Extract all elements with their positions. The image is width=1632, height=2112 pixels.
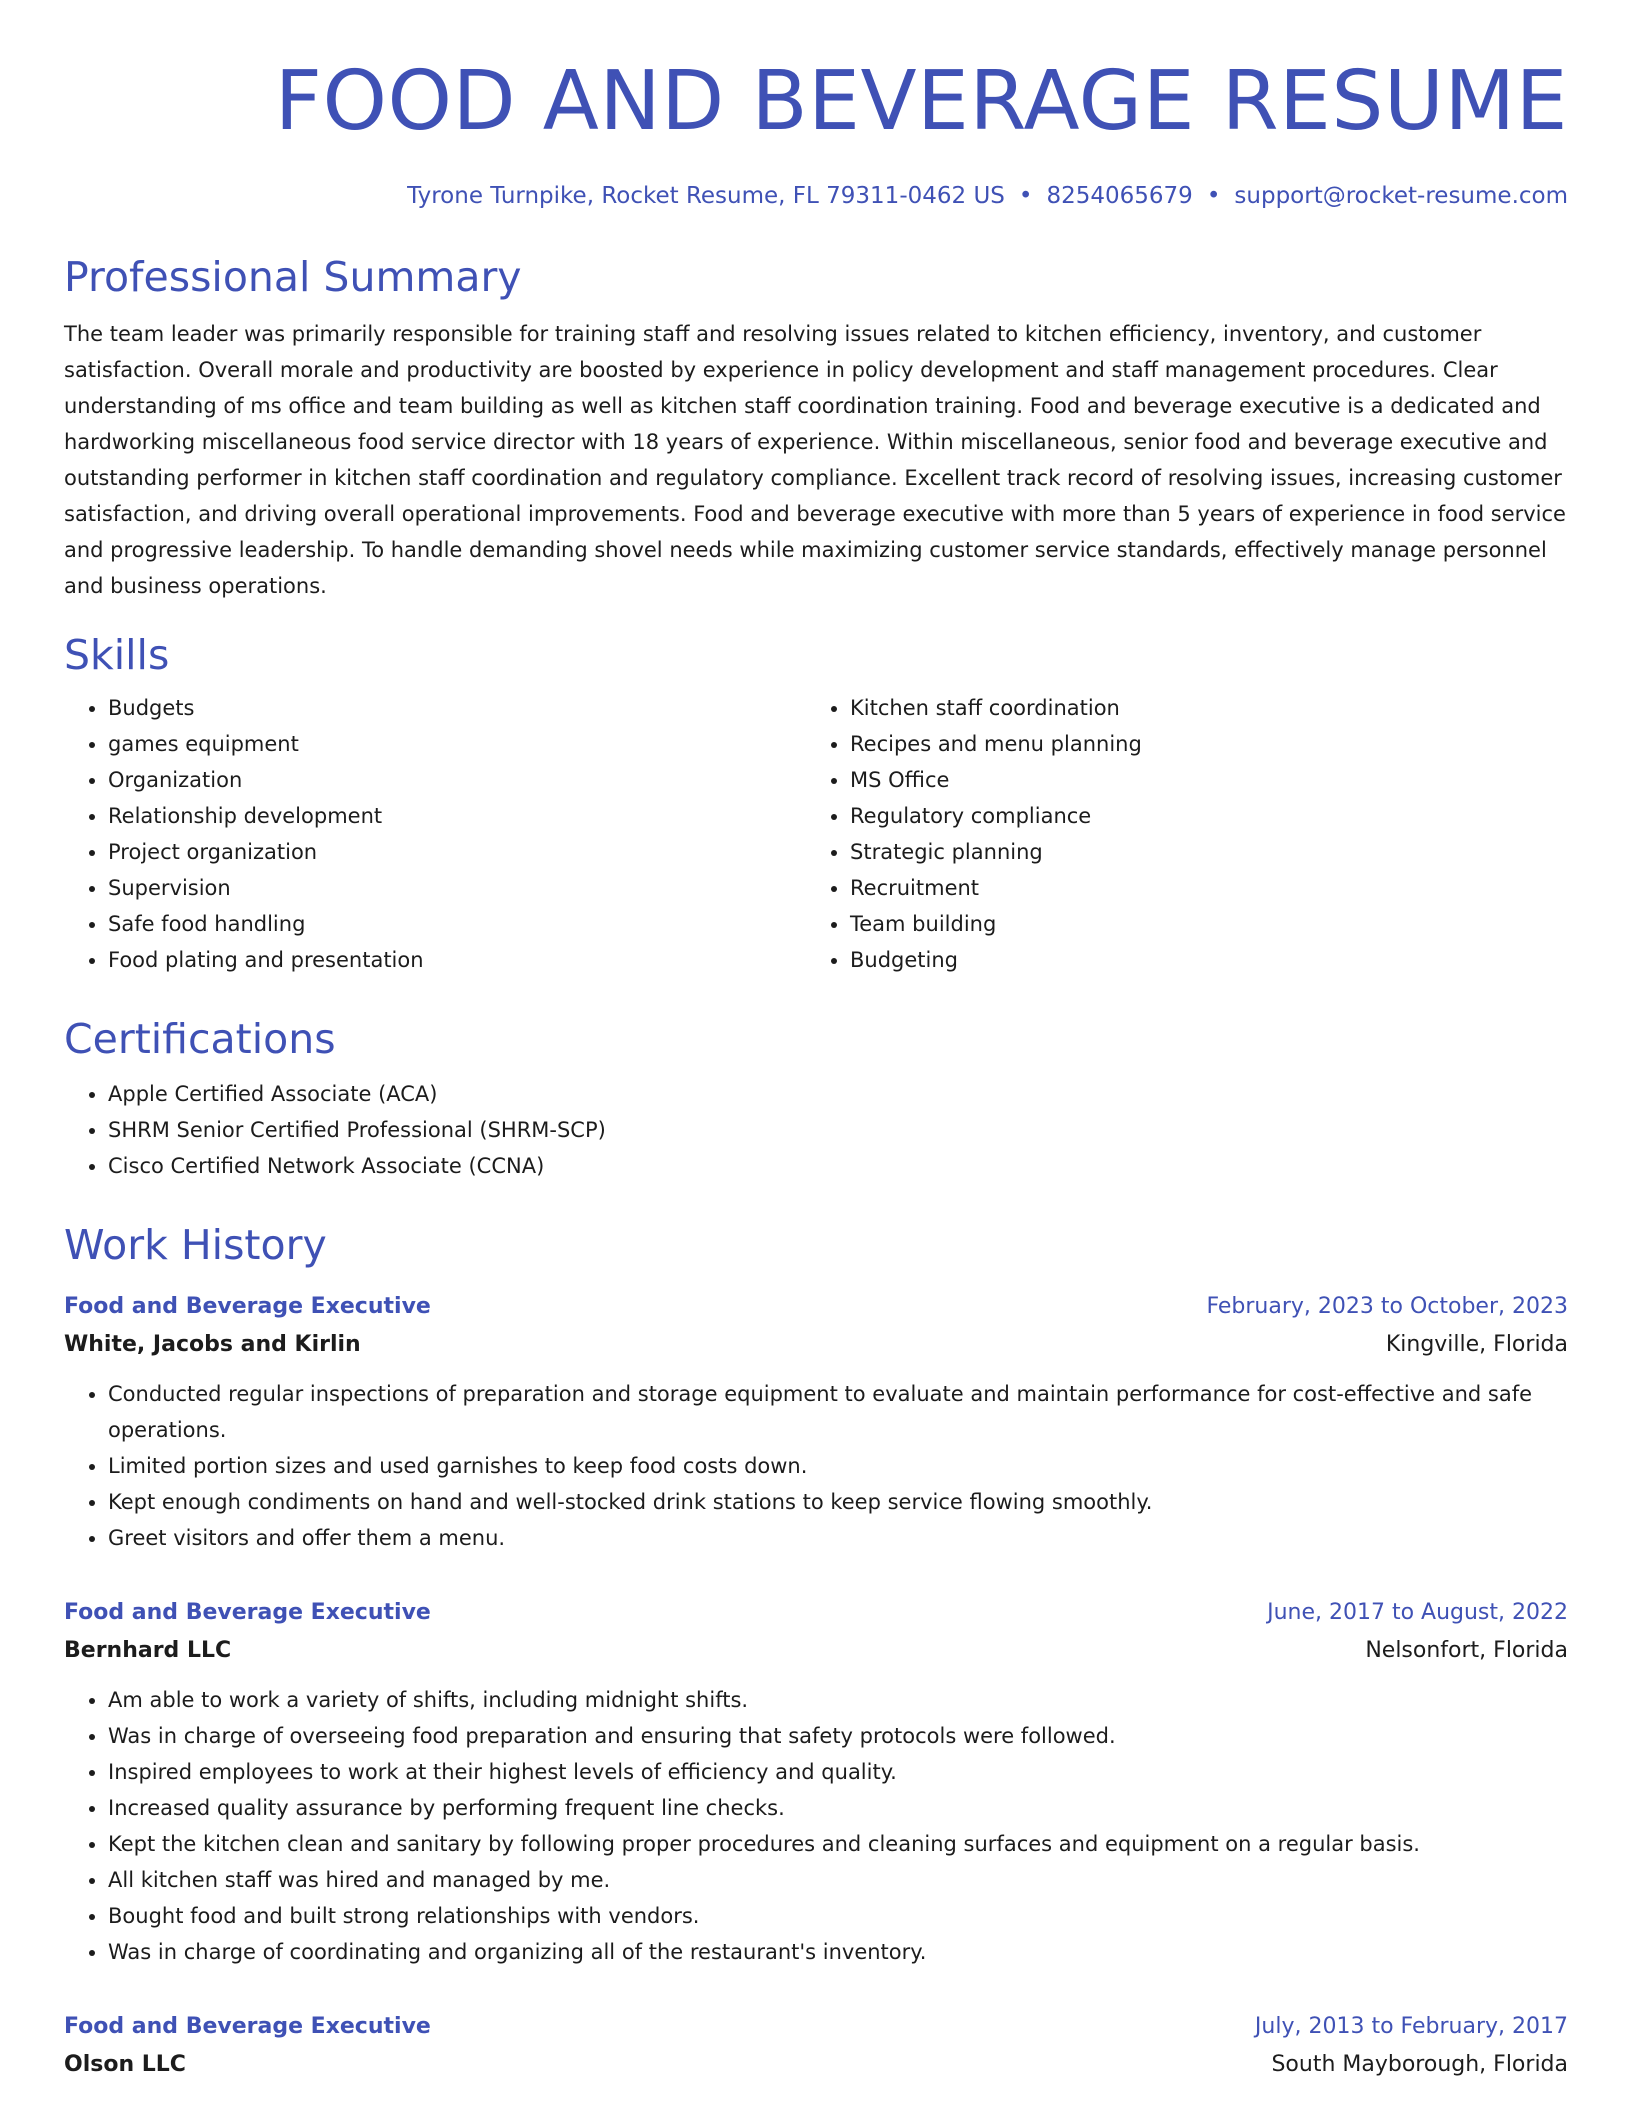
skill-item: • Budgets [108, 690, 806, 726]
job-title-row [64, 1288, 1568, 1326]
resume-title: FOOD AND BEVERAGE RESUME [274, 54, 1568, 149]
job-bullets [64, 1682, 1568, 1970]
job-dates: February, 2023 to October, 2023 [1206, 1294, 1568, 1319]
job-bullets [64, 1376, 1568, 1556]
job-bullet: • Inspired employees to work at their highest levels of efficiency and quality. [108, 1754, 1568, 1790]
skill-item: • Team building [850, 906, 1548, 942]
job-title-row [64, 1594, 1568, 1632]
contact-email[interactable]: support@rocket-resume.com [1234, 183, 1568, 209]
job-location: South Mayborough, Florida [1271, 2052, 1568, 2077]
job-bullet: • Was in charge of overseeing food preparation and ensuring that safety protocols were followed. [108, 1718, 1568, 1754]
certification-item: • Apple Certified Associate (ACA) [108, 1076, 1568, 1112]
skill-item: • Regulatory compliance [850, 798, 1548, 834]
work-history-heading: Work History [64, 1221, 327, 1269]
skill-item: • Recruitment [850, 870, 1548, 906]
skill-item: • Safe food handling [108, 906, 806, 942]
job-title: Food and Beverage Executive [64, 1600, 431, 1625]
job-title-row [64, 2008, 1568, 2046]
job-company: Olson LLC [64, 2052, 186, 2077]
contact-phone[interactable]: 8254065679 [1046, 183, 1193, 209]
skill-item: • Recipes and menu planning [850, 726, 1548, 762]
certifications-heading: Certifications [64, 1015, 336, 1063]
job-entry [64, 1288, 1568, 1556]
skill-item: • Budgeting [850, 942, 1548, 978]
resume-page [64, 0, 1568, 2084]
job-title: Food and Beverage Executive [64, 1294, 431, 1319]
job-company-row [64, 1632, 1568, 1670]
job-bullet: • Kept enough condiments on hand and well-stocked drink stations to keep service flowing smoothly. [108, 1484, 1568, 1520]
skills-list-right [806, 690, 1548, 978]
skill-item: • Strategic planning [850, 834, 1548, 870]
contact-address: Tyrone Turnpike, Rocket Resume, FL 79311-0462 US [407, 183, 1005, 209]
skill-item: • MS Office [850, 762, 1548, 798]
job-bullet: • Kept the kitchen clean and sanitary by following proper procedures and cleaning surfaces and equipment on a regular basis. [108, 1826, 1568, 1862]
job-dates: June, 2017 to August, 2022 [1267, 1600, 1568, 1625]
summary-text: The team leader was primarily responsible for training staff and resolving issues related to kitchen efficiency, inventory, and customer satisfaction. Overall morale and productivity are boosted by experience in policy development and staff management procedures. Clear understanding of ms office and team building as well as kitchen staff coordination training. Food and beverage executive is a dedicated and hardworking miscellaneous food service director with 18 years of experience. Within miscellaneous, senior food and beverage executive and outstanding performer in kitchen staff coordination and regulatory compliance. Excellent track record of resolving issues, increasing customer satisfaction, and driving overall operational improvements. Food and beverage executive with more than 5 years of experience in food service and progressive leadership. To handle demanding shovel needs while maximizing customer service standards, effectively manage personnel and business operations. [64, 322, 1566, 598]
skill-item: • Supervision [108, 870, 806, 906]
contact-separator: • [1206, 183, 1221, 209]
job-bullet: • All kitchen staff was hired and managed by me. [108, 1862, 1568, 1898]
contact-line [64, 180, 1568, 212]
skills-heading: Skills [64, 631, 170, 679]
certification-item: • Cisco Certified Network Associate (CCNA) [108, 1148, 1568, 1184]
job-dates: July, 2013 to February, 2017 [1254, 2014, 1568, 2039]
job-entry [64, 1594, 1568, 1970]
certifications-list [64, 1076, 1568, 1184]
certification-item: • SHRM Senior Certified Professional (SHRM-SCP) [108, 1112, 1568, 1148]
job-bullet: • Conducted regular inspections of preparation and storage equipment to evaluate and maintain performance for cost-effective and safe operations. [108, 1376, 1568, 1448]
job-title: Food and Beverage Executive [64, 2014, 431, 2039]
contact-separator: • [1018, 183, 1033, 209]
job-company-row [64, 1326, 1568, 1364]
skills-list-left [64, 690, 806, 978]
job-bullet: • Was in charge of coordinating and organizing all of the restaurant's inventory. [108, 1934, 1568, 1970]
skill-item: • Food plating and presentation [108, 942, 806, 978]
skill-item: • Organization [108, 762, 806, 798]
skills-columns [64, 690, 1568, 978]
skill-item: • Relationship development [108, 798, 806, 834]
job-company: White, Jacobs and Kirlin [64, 1332, 361, 1357]
skill-item: • Project organization [108, 834, 806, 870]
job-bullet: • Greet visitors and offer them a menu. [108, 1520, 1568, 1556]
job-company-row [64, 2046, 1568, 2084]
job-entry [64, 2008, 1568, 2084]
job-bullet: • Am able to work a variety of shifts, including midnight shifts. [108, 1682, 1568, 1718]
skill-item: • games equipment [108, 726, 806, 762]
job-bullet: • Limited portion sizes and used garnishes to keep food costs down. [108, 1448, 1568, 1484]
skill-item: • Kitchen staff coordination [850, 690, 1548, 726]
job-company: Bernhard LLC [64, 1638, 232, 1663]
job-location: Kingville, Florida [1385, 1332, 1568, 1357]
job-bullet: • Bought food and built strong relationships with vendors. [108, 1898, 1568, 1934]
job-location: Nelsonfort, Florida [1365, 1638, 1568, 1663]
job-bullet: • Increased quality assurance by performing frequent line checks. [108, 1790, 1568, 1826]
summary-heading: Professional Summary [64, 253, 522, 301]
